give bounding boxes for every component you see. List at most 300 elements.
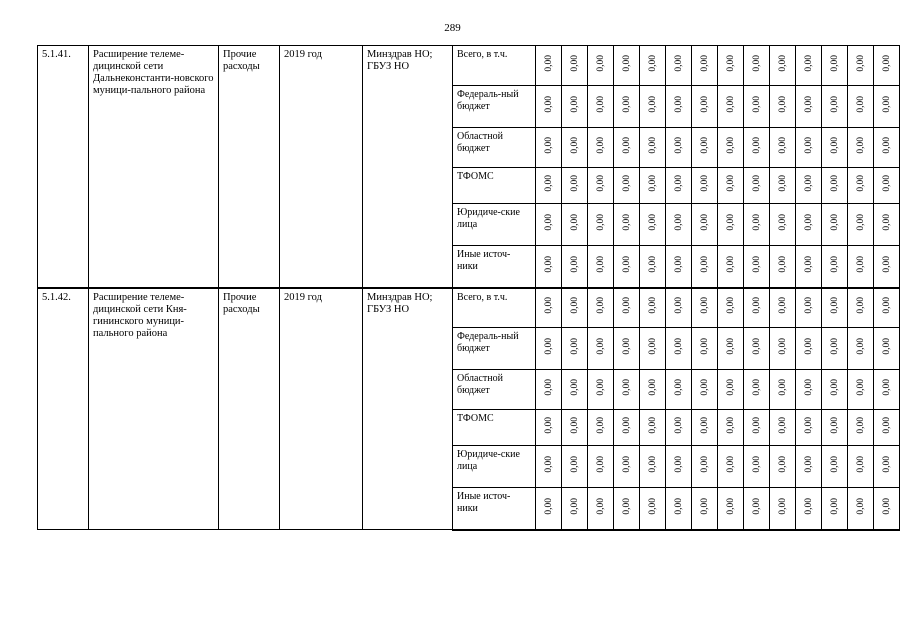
funding-source-cell: Юридиче-ские лица [453, 204, 536, 246]
value-text: 0,00 [621, 297, 632, 315]
value-cell [744, 86, 770, 128]
value-cell [848, 370, 874, 410]
value-text: 0,00 [647, 417, 658, 434]
value-text: 0,00 [751, 137, 762, 154]
value-cell [536, 168, 562, 204]
value-cell [666, 488, 692, 530]
value-cell [718, 168, 744, 204]
value-cell [874, 204, 900, 246]
value-text: 0,00 [569, 214, 580, 231]
value-cell [588, 168, 614, 204]
value-text: 0,00 [673, 497, 684, 515]
value-text: 0,00 [543, 417, 554, 434]
value-cell [718, 246, 744, 288]
value-text: 0,00 [881, 255, 892, 273]
value-text: 0,00 [803, 497, 814, 515]
value-text: 0,00 [673, 55, 684, 72]
value-cell [692, 446, 718, 488]
value-cell [874, 488, 900, 530]
value-text: 0,00 [543, 214, 554, 231]
value-text: 0,00 [725, 379, 736, 396]
value-cell [822, 168, 848, 204]
value-cell [770, 410, 796, 446]
value-cell [562, 288, 588, 328]
value-cell [718, 410, 744, 446]
value-cell [796, 204, 822, 246]
value-text: 0,00 [829, 297, 840, 315]
value-cell [588, 328, 614, 370]
value-cell [822, 46, 848, 86]
value-cell [822, 246, 848, 288]
value-cell [692, 168, 718, 204]
value-text: 0,00 [595, 255, 606, 273]
value-text: 0,00 [803, 338, 814, 355]
value-cell [640, 370, 666, 410]
value-cell [536, 46, 562, 86]
value-cell [562, 446, 588, 488]
value-cell [718, 204, 744, 246]
value-cell [536, 446, 562, 488]
funding-source-cell: Иные источ-ники [453, 246, 536, 288]
value-cell [796, 288, 822, 328]
value-cell [848, 86, 874, 128]
value-text: 0,00 [569, 96, 580, 113]
funding-source-cell: Областной бюджет [453, 370, 536, 410]
value-text: 0,00 [595, 297, 606, 315]
value-text: 0,00 [647, 214, 658, 231]
funding-table [37, 45, 900, 531]
value-text: 0,00 [777, 297, 788, 315]
value-text: 0,00 [751, 497, 762, 515]
value-cell [536, 86, 562, 128]
value-text: 0,00 [777, 96, 788, 113]
value-cell [822, 488, 848, 530]
value-text: 0,00 [543, 137, 554, 154]
value-text: 0,00 [621, 379, 632, 396]
value-cell [562, 328, 588, 370]
value-text: 0,00 [803, 137, 814, 154]
value-cell [770, 246, 796, 288]
value-cell [562, 246, 588, 288]
value-cell [848, 204, 874, 246]
value-cell [666, 204, 692, 246]
value-text: 0,00 [855, 55, 866, 72]
value-cell [666, 86, 692, 128]
value-text: 0,00 [777, 55, 788, 72]
value-cell [744, 246, 770, 288]
value-text: 0,00 [543, 338, 554, 355]
item-name-cell: Расширение телеме-дицинской сети Дальнеконстанти-новского муници-пального района [89, 46, 219, 288]
value-cell [874, 86, 900, 128]
year-cell: 2019 год [280, 46, 363, 288]
funding-source-cell: ТФОМС [453, 410, 536, 446]
value-cell [666, 328, 692, 370]
value-text: 0,00 [725, 297, 736, 315]
value-text: 0,00 [699, 297, 710, 315]
value-text: 0,00 [725, 497, 736, 515]
year-cell: 2019 год [280, 288, 363, 530]
funding-source-cell: Всего, в т.ч. [453, 46, 536, 86]
value-text: 0,00 [881, 338, 892, 355]
value-cell [614, 446, 640, 488]
value-cell [640, 288, 666, 328]
expense-type-cell: Прочие расходы [219, 46, 280, 288]
item-code-cell: 5.1.42. [38, 288, 89, 530]
value-text: 0,00 [595, 214, 606, 231]
value-cell [692, 288, 718, 328]
funding-source-cell: Федераль-ный бюджет [453, 86, 536, 128]
value-text: 0,00 [829, 417, 840, 434]
value-text: 0,00 [855, 175, 866, 192]
value-text: 0,00 [803, 417, 814, 434]
value-cell [874, 168, 900, 204]
value-cell [796, 168, 822, 204]
value-text: 0,00 [595, 417, 606, 434]
value-cell [796, 86, 822, 128]
value-text: 0,00 [803, 214, 814, 231]
value-cell [588, 128, 614, 168]
value-text: 0,00 [673, 137, 684, 154]
value-cell [796, 446, 822, 488]
value-cell [536, 488, 562, 530]
value-text: 0,00 [595, 338, 606, 355]
value-cell [718, 328, 744, 370]
value-text: 0,00 [543, 255, 554, 273]
value-text: 0,00 [595, 497, 606, 515]
value-text: 0,00 [725, 417, 736, 434]
value-text: 0,00 [543, 379, 554, 396]
value-text: 0,00 [699, 96, 710, 113]
value-text: 0,00 [829, 255, 840, 273]
funding-source-cell: Областной бюджет [453, 128, 536, 168]
value-text: 0,00 [673, 175, 684, 192]
value-text: 0,00 [777, 456, 788, 473]
value-text: 0,00 [881, 379, 892, 396]
value-cell [562, 410, 588, 446]
value-cell [614, 488, 640, 530]
value-cell [614, 370, 640, 410]
value-text: 0,00 [673, 417, 684, 434]
value-text: 0,00 [699, 417, 710, 434]
value-text: 0,00 [621, 96, 632, 113]
value-cell [718, 86, 744, 128]
value-cell [666, 246, 692, 288]
value-text: 0,00 [647, 255, 658, 273]
value-cell [692, 488, 718, 530]
value-text: 0,00 [543, 297, 554, 315]
value-cell [692, 86, 718, 128]
value-cell [536, 370, 562, 410]
value-text: 0,00 [803, 255, 814, 273]
value-text: 0,00 [777, 379, 788, 396]
value-cell [536, 128, 562, 168]
value-cell [614, 204, 640, 246]
value-cell [692, 204, 718, 246]
value-cell [640, 204, 666, 246]
value-text: 0,00 [647, 96, 658, 113]
value-text: 0,00 [751, 255, 762, 273]
value-text: 0,00 [777, 214, 788, 231]
value-text: 0,00 [621, 255, 632, 273]
value-text: 0,00 [803, 175, 814, 192]
value-cell [874, 410, 900, 446]
value-cell [848, 46, 874, 86]
value-cell [848, 446, 874, 488]
value-text: 0,00 [621, 456, 632, 473]
value-text: 0,00 [569, 456, 580, 473]
value-text: 0,00 [829, 338, 840, 355]
value-cell [796, 488, 822, 530]
value-text: 0,00 [829, 137, 840, 154]
value-text: 0,00 [569, 137, 580, 154]
value-text: 0,00 [881, 214, 892, 231]
value-cell [692, 410, 718, 446]
value-cell [874, 128, 900, 168]
value-text: 0,00 [543, 96, 554, 113]
value-text: 0,00 [569, 55, 580, 72]
value-cell [718, 288, 744, 328]
value-cell [848, 328, 874, 370]
value-cell [614, 410, 640, 446]
value-text: 0,00 [881, 55, 892, 72]
value-cell [848, 246, 874, 288]
value-cell [666, 168, 692, 204]
value-text: 0,00 [803, 297, 814, 315]
value-text: 0,00 [751, 456, 762, 473]
value-cell [640, 446, 666, 488]
value-text: 0,00 [855, 497, 866, 515]
value-text: 0,00 [803, 55, 814, 72]
value-text: 0,00 [621, 214, 632, 231]
value-text: 0,00 [699, 497, 710, 515]
value-cell [588, 410, 614, 446]
value-text: 0,00 [803, 379, 814, 396]
value-text: 0,00 [569, 255, 580, 273]
value-cell [562, 128, 588, 168]
value-text: 0,00 [777, 255, 788, 273]
value-text: 0,00 [751, 214, 762, 231]
value-text: 0,00 [725, 175, 736, 192]
value-text: 0,00 [855, 96, 866, 113]
value-cell [848, 128, 874, 168]
value-cell [562, 46, 588, 86]
value-text: 0,00 [829, 456, 840, 473]
value-text: 0,00 [673, 379, 684, 396]
value-text: 0,00 [751, 175, 762, 192]
value-text: 0,00 [699, 379, 710, 396]
value-cell [770, 370, 796, 410]
value-text: 0,00 [647, 175, 658, 192]
value-text: 0,00 [673, 297, 684, 315]
value-text: 0,00 [829, 379, 840, 396]
value-text: 0,00 [855, 255, 866, 273]
value-cell [848, 410, 874, 446]
funding-source-cell: Иные источ-ники [453, 488, 536, 530]
value-cell [536, 246, 562, 288]
value-cell [770, 288, 796, 328]
value-text: 0,00 [699, 175, 710, 192]
value-text: 0,00 [881, 456, 892, 473]
value-cell [770, 168, 796, 204]
value-text: 0,00 [699, 338, 710, 355]
value-cell [562, 370, 588, 410]
value-text: 0,00 [751, 96, 762, 113]
value-text: 0,00 [855, 417, 866, 434]
value-text: 0,00 [647, 137, 658, 154]
value-text: 0,00 [543, 456, 554, 473]
value-cell [744, 488, 770, 530]
value-cell [640, 86, 666, 128]
value-cell [588, 370, 614, 410]
value-text: 0,00 [881, 497, 892, 515]
value-cell [536, 288, 562, 328]
value-cell [744, 446, 770, 488]
value-text: 0,00 [855, 214, 866, 231]
value-text: 0,00 [699, 137, 710, 154]
value-cell [770, 488, 796, 530]
value-cell [874, 288, 900, 328]
value-cell [536, 328, 562, 370]
value-cell [770, 328, 796, 370]
table-row [38, 46, 900, 86]
value-text: 0,00 [699, 255, 710, 273]
value-text: 0,00 [647, 379, 658, 396]
value-cell [744, 288, 770, 328]
value-cell [640, 128, 666, 168]
value-text: 0,00 [725, 96, 736, 113]
value-cell [640, 410, 666, 446]
value-cell [692, 370, 718, 410]
value-cell [666, 288, 692, 328]
value-cell [536, 410, 562, 446]
value-text: 0,00 [673, 255, 684, 273]
value-text: 0,00 [569, 175, 580, 192]
value-text: 0,00 [751, 55, 762, 72]
value-text: 0,00 [569, 497, 580, 515]
value-text: 0,00 [881, 137, 892, 154]
value-cell [822, 204, 848, 246]
value-text: 0,00 [595, 137, 606, 154]
value-cell [744, 128, 770, 168]
value-text: 0,00 [803, 96, 814, 113]
value-cell [588, 46, 614, 86]
value-text: 0,00 [673, 96, 684, 113]
value-cell [744, 204, 770, 246]
value-text: 0,00 [751, 338, 762, 355]
value-cell [588, 246, 614, 288]
table-row [38, 288, 900, 328]
value-text: 0,00 [569, 338, 580, 355]
value-cell [796, 128, 822, 168]
value-text: 0,00 [647, 456, 658, 473]
value-cell [666, 128, 692, 168]
value-cell [666, 46, 692, 86]
value-cell [718, 488, 744, 530]
value-text: 0,00 [543, 55, 554, 72]
value-cell [822, 410, 848, 446]
funding-source-cell: Федераль-ный бюджет [453, 328, 536, 370]
value-cell [770, 86, 796, 128]
value-text: 0,00 [569, 417, 580, 434]
value-cell [848, 488, 874, 530]
value-cell [874, 446, 900, 488]
value-text: 0,00 [595, 456, 606, 473]
value-text: 0,00 [543, 497, 554, 515]
value-cell [640, 46, 666, 86]
value-cell [848, 288, 874, 328]
value-cell [614, 328, 640, 370]
value-text: 0,00 [829, 55, 840, 72]
value-text: 0,00 [621, 137, 632, 154]
value-cell [848, 168, 874, 204]
value-cell [588, 288, 614, 328]
value-cell [770, 46, 796, 86]
value-text: 0,00 [855, 456, 866, 473]
value-cell [744, 410, 770, 446]
value-cell [614, 168, 640, 204]
value-text: 0,00 [777, 175, 788, 192]
value-cell [588, 204, 614, 246]
value-cell [692, 128, 718, 168]
value-cell [614, 86, 640, 128]
executor-cell: Минздрав НО; ГБУЗ НО [363, 46, 453, 288]
value-text: 0,00 [881, 297, 892, 315]
value-cell [796, 246, 822, 288]
value-text: 0,00 [673, 214, 684, 231]
value-cell [640, 488, 666, 530]
value-cell [874, 370, 900, 410]
value-cell [692, 328, 718, 370]
value-cell [562, 488, 588, 530]
value-cell [770, 446, 796, 488]
value-cell [822, 128, 848, 168]
value-text: 0,00 [621, 338, 632, 355]
value-cell [822, 446, 848, 488]
value-text: 0,00 [725, 456, 736, 473]
value-text: 0,00 [725, 255, 736, 273]
value-cell [822, 370, 848, 410]
value-cell [614, 288, 640, 328]
expense-type-cell: Прочие расходы [219, 288, 280, 530]
value-text: 0,00 [855, 137, 866, 154]
value-text: 0,00 [855, 297, 866, 315]
value-text: 0,00 [569, 379, 580, 396]
value-cell [562, 168, 588, 204]
value-cell [822, 288, 848, 328]
value-cell [796, 46, 822, 86]
value-text: 0,00 [777, 338, 788, 355]
value-cell [588, 446, 614, 488]
value-text: 0,00 [751, 297, 762, 315]
value-text: 0,00 [621, 417, 632, 434]
value-cell [640, 168, 666, 204]
value-cell [666, 410, 692, 446]
value-cell [874, 46, 900, 86]
value-cell [692, 46, 718, 86]
funding-source-cell: ТФОМС [453, 168, 536, 204]
value-text: 0,00 [777, 137, 788, 154]
value-text: 0,00 [699, 55, 710, 72]
value-text: 0,00 [725, 338, 736, 355]
page-number: 289 [444, 22, 461, 34]
value-cell [614, 246, 640, 288]
value-cell [822, 86, 848, 128]
value-text: 0,00 [569, 297, 580, 315]
value-text: 0,00 [881, 175, 892, 192]
value-cell [744, 46, 770, 86]
value-text: 0,00 [751, 417, 762, 434]
value-text: 0,00 [881, 417, 892, 434]
